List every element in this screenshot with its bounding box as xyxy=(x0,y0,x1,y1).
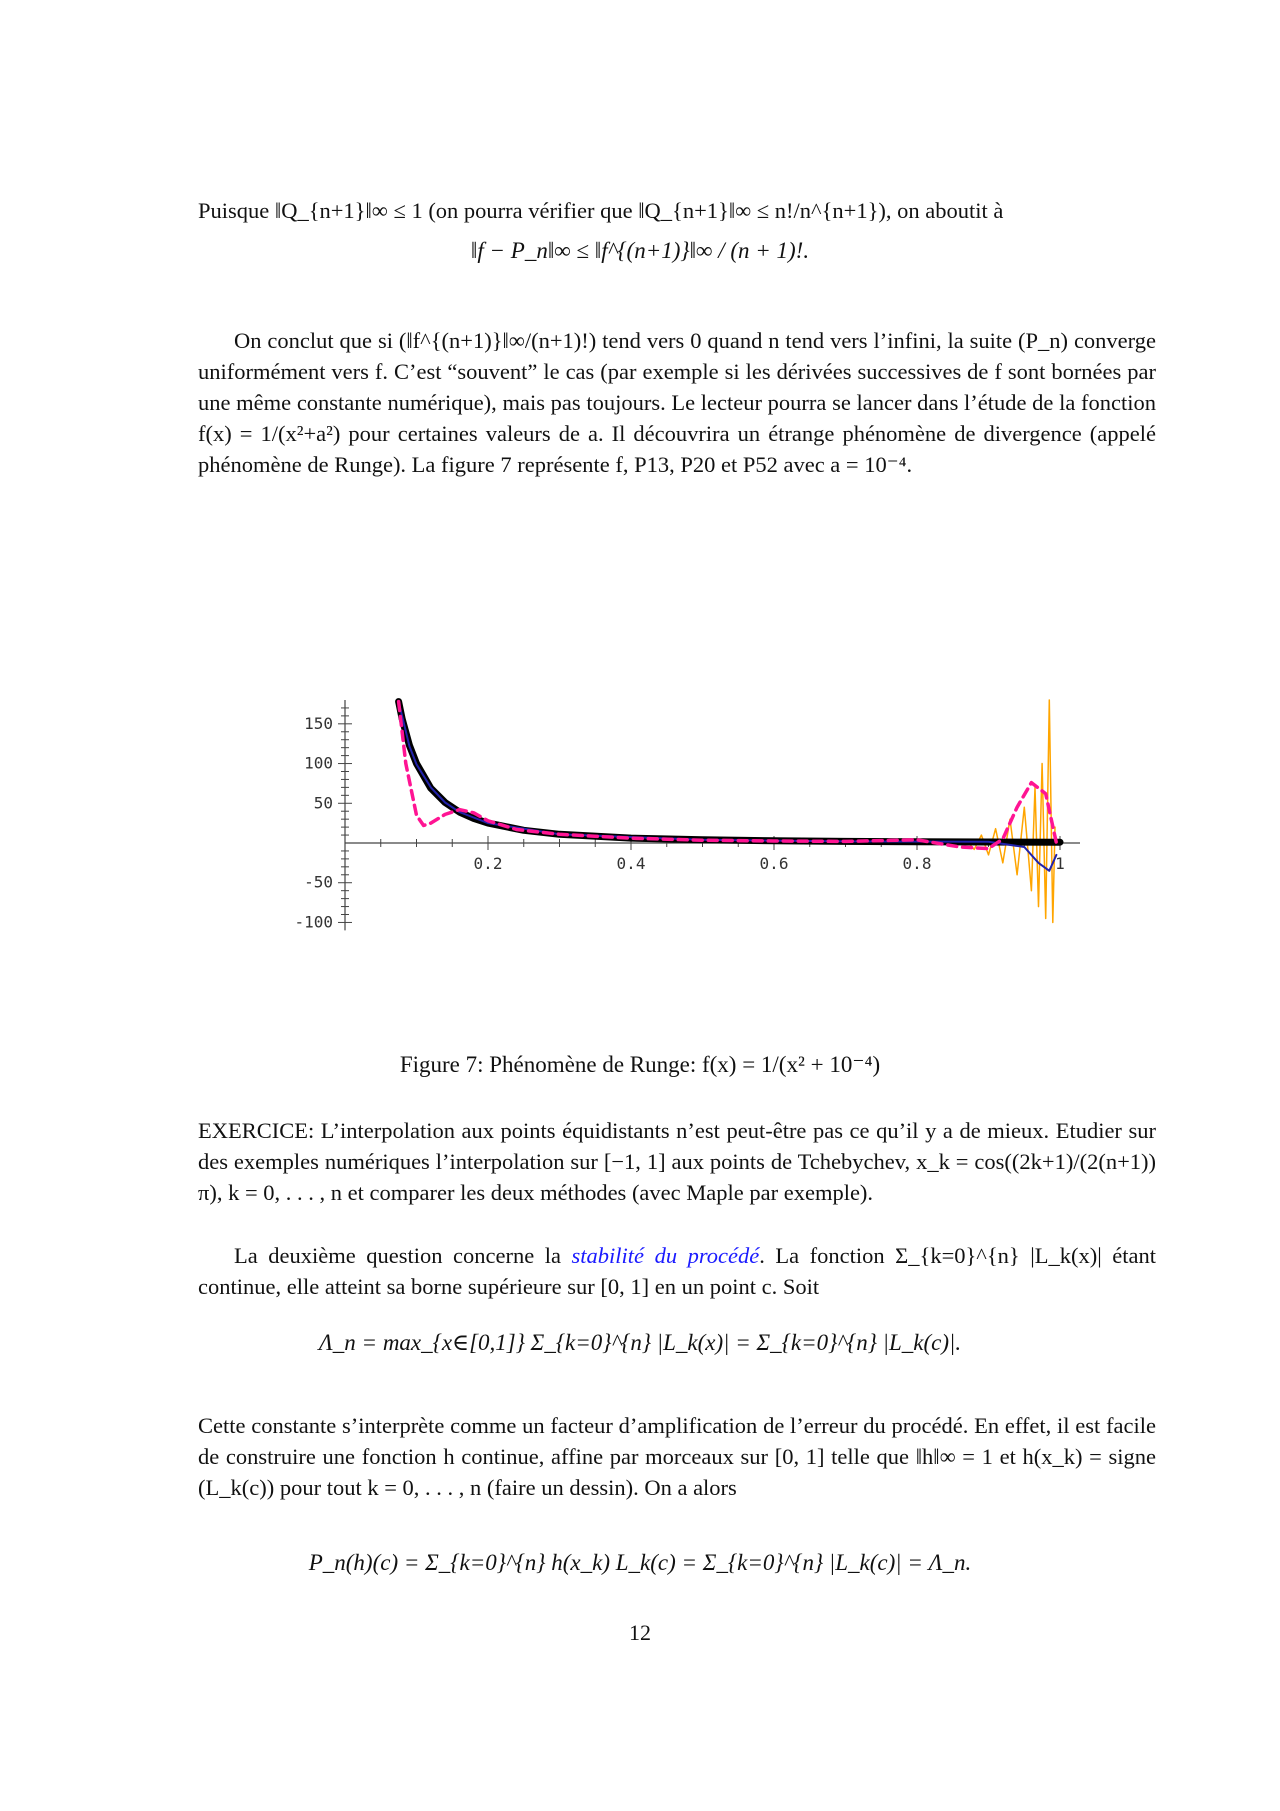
equation-3 xyxy=(0,1550,1280,1576)
equation-1-text: ‖f − P_n‖∞ ≤ ‖f^{(n+1)}‖∞ / (n + 1)!. xyxy=(470,238,810,263)
equation-2-text: Λ_n = max_{x∈[0,1]} Σ_{k=0}^{n} |L_k(x)| = Σ_{k=0}^{n} |L_k(c)|. xyxy=(318,1330,962,1355)
x-tick-label: 0.2 xyxy=(473,854,503,873)
paragraph-2-text: On conclut que si (‖f^{(n+1)}‖∞/(n+1)!) tend vers 0 quand n tend vers l’infini, la suite (P_n) converge uniformément vers f. C’est “souvent” le cas (par exemple si les dérivées successives de f sont bornées par une même constante numérique), mais pas toujours. Le lecteur pourra se lancer dans l’étude de la fonction f(x) = 1/(x²+a²) pour certaines valeurs de a. Il découvrira un étrange phénomène de divergence (appelé phénomène de Runge). La figure 7 représente f, P13, P20 et P52 avec a = 10⁻⁴. xyxy=(198,328,1156,477)
equation-2 xyxy=(0,1330,1280,1356)
y-tick-label: -100 xyxy=(294,912,333,932)
paragraph-4 xyxy=(198,1240,1156,1302)
paragraph-1-text: Puisque ‖Q_{n+1}‖∞ ≤ 1 (on pourra vérifier que ‖Q_{n+1}‖∞ ≤ n!/n^{n+1}), on aboutit à xyxy=(198,198,1004,223)
figure-caption: Figure 7: Phénomène de Runge: f(x) = 1/(x² + 10⁻⁴) xyxy=(399,1052,881,1077)
x-tick-label: 1 xyxy=(1055,854,1065,873)
chart-curves xyxy=(399,700,1060,923)
paragraph-4-pre: La deuxième question concerne la xyxy=(234,1243,572,1268)
paragraph-5 xyxy=(198,1410,1156,1503)
x-tick-label: 0.4 xyxy=(616,854,646,873)
equation-3-text: P_n(h)(c) = Σ_{k=0}^{n} h(x_k) L_k(c) = Σ_{k=0}^{n} |L_k(c)| = Λ_n. xyxy=(308,1550,972,1575)
paragraph-4-post: . La fonction Σ_{k=0}^{n} |L_k(x)| étant continue, elle atteint sa borne supérieure sur [0, 1] en un point c. Soit xyxy=(198,1243,1156,1299)
y-tick-label: -50 xyxy=(304,872,333,892)
page-number: 12 xyxy=(629,1620,651,1645)
paragraph-5-text: Cette constante s’interprète comme un facteur d’amplification de l’erreur du procédé. En effet, il est facile de construire une fonction h continue, affine par morceaux sur [0, 1] telle que ‖h‖∞ = 1 et h(x_k) = signe (L_k(c)) pour tout k = 0, . . . , n (faire un dessin). On a alors xyxy=(198,1413,1156,1500)
x-tick-label: 0.8 xyxy=(902,854,932,873)
chart-axes xyxy=(345,700,1080,930)
x-tick-label: 0.6 xyxy=(759,854,789,873)
series-P52 xyxy=(967,700,1055,923)
y-tick-label: 150 xyxy=(304,713,333,733)
y-tick-label: 50 xyxy=(313,793,333,813)
stability-link[interactable]: stabilité du procédé xyxy=(571,1243,760,1268)
paragraph-3-text: EXERCICE: L’interpolation aux points équidistants n’est peut-être pas ce qu’il y a de mieux. Etudier sur des exemples numériques l’interpolation sur [−1, 1] aux points de Tchebychev, x_k = cos((2k+1)/(2(n+1)) π), k = 0, . . . , n et comparer les deux méthodes (avec Maple par exemple). xyxy=(198,1118,1156,1205)
y-tick-label: 100 xyxy=(304,753,333,773)
paragraph-3 xyxy=(198,1115,1156,1208)
series-f xyxy=(399,702,1060,843)
